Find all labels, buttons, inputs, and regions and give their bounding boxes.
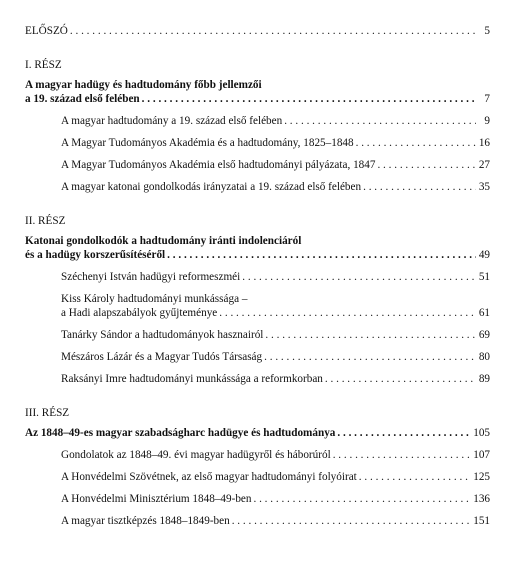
entry-title: A Honvédelmi Minisztérium 1848–49-ben	[61, 493, 252, 505]
entry-title: Tanárky Sándor a hadtudományok hasznairól	[61, 329, 264, 341]
entry-page: 16	[478, 137, 490, 149]
toc-entry	[61, 158, 490, 172]
preface-title: ELŐSZÓ	[25, 25, 68, 37]
dot-leader	[264, 350, 476, 364]
part-heading-entry	[25, 248, 490, 262]
dot-leader	[265, 328, 476, 342]
entry-page: 136	[473, 493, 490, 505]
dot-leader	[284, 114, 476, 128]
dot-leader	[325, 372, 476, 386]
part-heading-entry	[25, 92, 490, 106]
toc-entry	[61, 470, 490, 484]
part-heading-line2: a 19. század első felében	[25, 93, 140, 105]
dot-leader	[70, 24, 476, 38]
toc-entry	[61, 270, 490, 284]
dot-leader	[333, 448, 472, 462]
entry-title: A magyar tisztképzés 1848–1849-ben	[61, 515, 230, 527]
entry-title: Gondolatok az 1848–49. évi magyar hadügyről és háborúról	[61, 449, 331, 461]
part-heading: Az 1848–49-es magyar szabadságharc hadügye és hadtudománya	[25, 427, 336, 439]
toc-entry	[61, 328, 490, 342]
toc-entry	[61, 180, 490, 194]
dot-leader	[142, 92, 476, 106]
part-heading-page: 105	[473, 427, 490, 439]
part-heading: Katonai gondolkodók a hadtudomány iránti indolenciáról	[25, 235, 302, 247]
dot-leader	[232, 514, 472, 528]
dot-leader	[219, 306, 476, 320]
entry-page: 80	[478, 351, 490, 363]
entry-title: A Magyar Tudományos Akadémia és a hadtudomány, 1825–1848	[61, 137, 354, 149]
entry-page: 107	[473, 449, 490, 461]
entry-page: 51	[478, 271, 490, 283]
toc-entry	[61, 136, 490, 150]
entry-title: A magyar hadtudomány a 19. század első felében	[61, 115, 283, 127]
part-label: II. RÉSZ	[25, 215, 66, 227]
entry-title: A Honvédelmi Szövétnek, az első magyar hadtudományi folyóirat	[61, 471, 357, 483]
part-heading: A magyar hadügy és hadtudomány főbb jellemzői	[25, 79, 262, 91]
toc-entry	[61, 350, 490, 364]
dot-leader	[242, 270, 476, 284]
entry-page: 35	[478, 181, 490, 193]
entry-title: A Magyar Tudományos Akadémia első hadtudományi pályázata, 1847	[61, 159, 376, 171]
dot-leader	[337, 426, 471, 440]
toc-entry	[61, 372, 490, 386]
entry-title: Mészáros Lázár és a Magyar Tudós Társaság	[61, 351, 263, 363]
preface-page: 5	[484, 25, 490, 37]
dot-leader	[356, 136, 476, 150]
toc-entry-preface	[25, 24, 490, 38]
entry-page: 27	[478, 159, 490, 171]
part-heading-entry	[25, 426, 490, 440]
toc-entry	[61, 114, 490, 128]
toc-entry	[61, 306, 490, 320]
toc-entry	[61, 514, 490, 528]
toc-entry	[61, 448, 490, 462]
dot-leader	[167, 248, 476, 262]
entry-title: a Hadi alapszabályok gyűjteménye	[61, 307, 218, 319]
entry-page: 125	[473, 471, 490, 483]
dot-leader	[377, 158, 476, 172]
part-heading-page: 49	[478, 249, 490, 261]
part-heading-page: 7	[484, 93, 490, 105]
entry-title: A magyar katonai gondolkodás irányzatai a 19. század első felében	[61, 181, 362, 193]
entry-page: 89	[478, 373, 490, 385]
dot-leader	[253, 492, 471, 506]
entry-page: 151	[473, 515, 490, 527]
entry-page: 9	[484, 115, 490, 127]
entry-title-line1: Kiss Károly hadtudományi munkássága –	[61, 293, 248, 305]
entry-page: 69	[478, 329, 490, 341]
part-label: I. RÉSZ	[25, 59, 62, 71]
dot-leader	[363, 180, 476, 194]
dot-leader	[359, 470, 471, 484]
toc-entry	[61, 492, 490, 506]
table-of-contents	[25, 24, 490, 528]
part-heading-line2: és a hadügy korszerűsítéséről	[25, 249, 166, 261]
entry-page: 61	[478, 307, 490, 319]
entry-title: Raksányi Imre hadtudományi munkássága a reformkorban	[61, 373, 323, 385]
entry-title: Széchenyi István hadügyi reformeszméi	[61, 271, 241, 283]
part-label: III. RÉSZ	[25, 407, 70, 419]
